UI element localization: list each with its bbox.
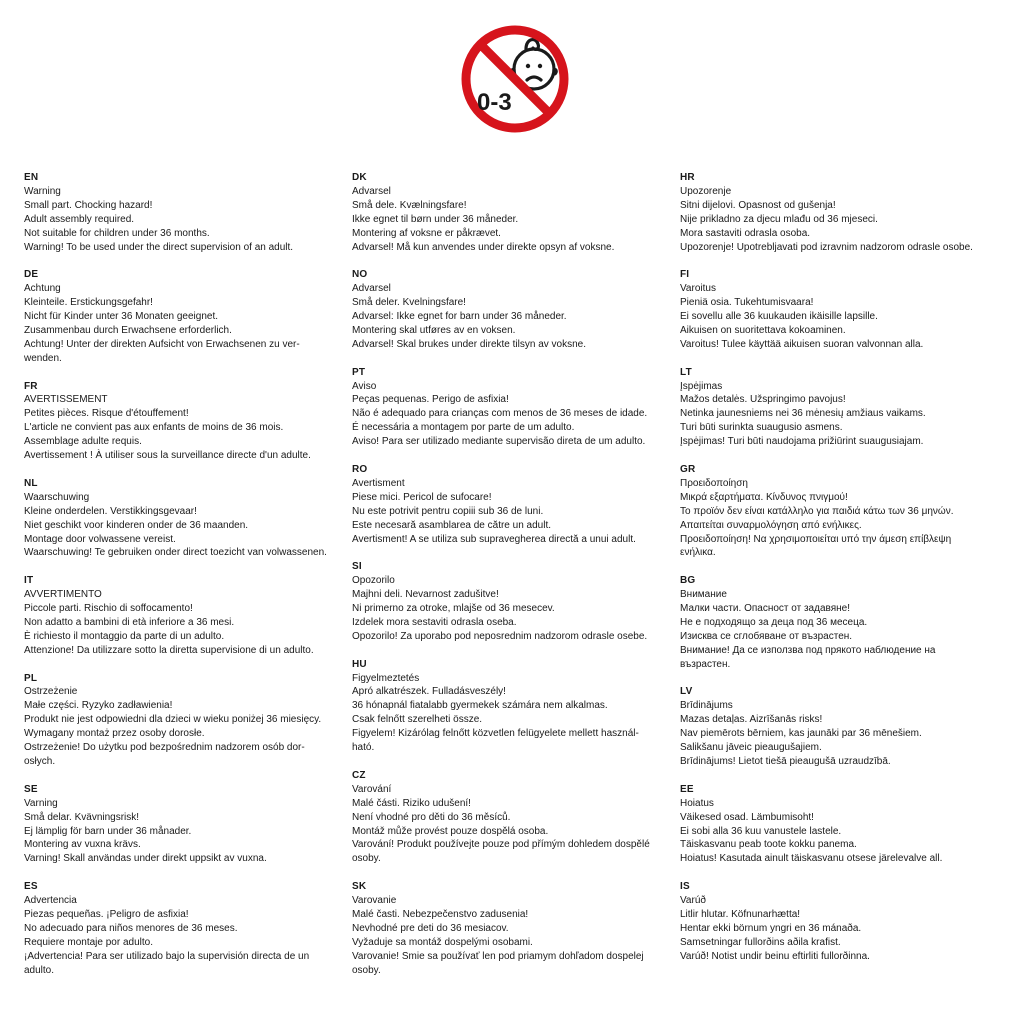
language-block-bg [680,574,1014,671]
warning-line: Hoiatus [680,797,714,809]
language-block-dk [352,171,680,254]
warning-line: Není vhodné pro děti do 36 měsíců. [352,811,511,823]
warning-line: Not suitable for children under 36 months. [24,227,210,239]
warning-line: ható. [352,742,375,754]
warning-line: Turi būti surinkta suaugusio asmens. [680,422,843,434]
warning-line: Nije prikladno za djecu mlađu od 36 mjeseci. [680,213,878,225]
warning-line: Väikesed osad. Lämbumisoht! [680,811,814,823]
warning-line: Aikuisen on suoritettava kokoaminen. [680,324,846,336]
language-code: PL [24,672,38,684]
warning-line: Piese mici. Pericol de sufocare! [352,491,492,503]
warning-line: Mora sastaviti odrasla osoba. [680,227,811,239]
language-block-cz [352,769,680,866]
warning-line: Advarsel [352,185,391,197]
warning-line: Varning! Skall användas under direkt uppsikt av vuxna. [24,853,267,865]
warning-line: No adecuado para niños menores de 36 meses. [24,922,238,934]
language-code: FR [24,380,38,392]
warning-line: Piccole parti. Rischio di soffocamento! [24,603,193,615]
warning-line: L'article ne convient pas aux enfants de moins de 36 mois. [24,422,284,434]
language-code: IS [680,881,690,893]
warning-column-2 [352,171,680,991]
warning-line: Requiere montaje por adulto. [24,936,153,948]
warning-line: 36 hónapnál fiatalabb gyermekek számára nem alkalmas. [352,700,608,712]
warning-line: ενήλικα. [680,547,716,559]
warning-line: Nu este potrivit pentru copiii sub 36 de luni. [352,505,544,517]
warning-line: Kleinteile. Erstickungsgefahr! [24,297,153,309]
age-range-text: 0-3 [477,89,512,116]
warning-line: wenden. [24,352,62,364]
warning-line: Aviso [352,380,377,392]
warning-line: Figyelem! Kizárólag felnőtt közvetlen felügyelete mellett használ- [352,728,639,740]
warning-line: Ei sovellu alle 36 kuukauden ikäisille lapsille. [680,311,878,323]
warning-line: Warning [24,185,61,197]
language-block-no [352,268,680,351]
warning-line: Små delar. Kvävningsrisk! [24,811,140,823]
warning-line: Advarsel [352,283,391,295]
warning-line: Montering af voksne er påkrævet. [352,227,501,239]
warning-line: Brīdinājums! Lietot tiešā pieaugušā uzraudzībā. [680,755,891,767]
language-code: PT [352,366,366,378]
warning-line: Wymagany montaż przez osoby dorosłe. [24,728,205,740]
warning-line: Nicht für Kinder unter 36 Monaten geeignet. [24,311,219,323]
warning-line: Varování [352,783,392,795]
language-code: GR [680,463,696,475]
language-code: DK [352,172,367,183]
language-block-en [24,171,346,254]
age-0-3-warning-icon [456,24,574,134]
warning-line: Avertisment [352,477,405,489]
warning-column-3 [680,171,1014,977]
language-code: NO [352,269,368,281]
language-code: FI [680,269,690,281]
warning-line: Įspėjimas! Turi būti naudojama prižiūrint suaugusiajam. [680,436,924,448]
language-code: LT [680,366,692,378]
warning-line: Este necesară asamblarea de către un adult. [352,519,552,531]
warning-line: Brīdinājums [680,700,733,712]
warning-line: Varovanie! Smie sa používať len pod priamym dohľadom dospelej [352,950,644,962]
warning-line: Advarsel! Skal brukes under direkte tilsyn av voksne. [352,338,586,350]
warning-line: Peças pequenas. Perigo de asfixia! [352,394,509,406]
language-block-es [24,880,346,977]
warning-line: Ostrzeżenie [24,686,78,698]
warning-line: Assemblage adulte requis. [24,436,142,448]
warning-line: Upozorenje [680,185,732,197]
language-code: LV [680,686,693,698]
warning-line: Petites pièces. Risque d'étouffement! [24,408,189,420]
warning-line: Avertissement ! À utiliser sous la surveillance directe d'un adulte. [24,450,311,462]
warning-line: Małe części. Ryzyko zadławienia! [24,700,173,712]
warning-line: Montage door volwassene vereist. [24,533,176,545]
warning-line: osoby. [352,964,381,976]
warning-line: Pieniä osia. Tukehtumisvaara! [680,297,814,309]
language-code: EN [24,172,39,183]
warning-line: adulto. [24,964,55,976]
language-block-hr [680,171,1014,254]
language-code: SE [24,783,38,795]
warning-line: ¡Advertencia! Para ser utilizado bajo la supervisión directa de un [24,950,310,962]
language-block-si [352,560,680,643]
warning-line: Малки части. Опасност от задавяне! [680,603,850,615]
warning-line: Små deler. Kvelningsfare! [352,297,466,309]
language-block-gr [680,463,1014,560]
warning-line: Nav piemērots bērniem, kas jaunāki par 36 mēnešiem. [680,728,922,740]
language-block-lv [680,685,1014,768]
language-block-se [24,783,346,866]
language-code: HR [680,172,695,183]
warning-line: Nevhodné pre deti do 36 mesiacov. [352,922,509,934]
language-code: DE [24,269,39,281]
warning-line: Opozorilo! Za uporabo pod neposrednim nadzorom odrasle osebe. [352,630,648,642]
language-code: IT [24,575,34,587]
warning-line: Montering av vuxna krävs. [24,839,141,851]
warning-line: Små dele. Kvælningsfare! [352,199,467,211]
language-code: HU [352,658,367,670]
warning-line: Attenzione! Da utilizzare sotto la diretta supervisione di un adulto. [24,644,314,656]
language-block-de [24,268,346,365]
language-block-is [680,880,1014,963]
warning-line: Warning! To be used under the direct supervision of an adult. [24,241,294,253]
language-code: SI [352,561,362,573]
warning-line: Ej lämplig för barn under 36 månader. [24,825,192,837]
language-block-sk [352,880,680,977]
warning-line: È richiesto il montaggio da parte di un adulto. [24,630,225,642]
warning-line: Ikke egnet til børn under 36 måneder. [352,213,519,225]
warning-line: Изисква се сглобяване от възрастен. [680,630,853,642]
warning-line: Upozorenje! Upotrebljavati pod izravnim nadzorom odrasle osobe. [680,241,973,253]
warning-line: Mazas detaļas. Aizrīšanās risks! [680,714,823,726]
warning-line: Varoitus [680,283,716,295]
warning-line: Figyelmeztetés [352,672,420,684]
warning-line: AVVERTIMENTO [24,589,102,601]
warning-line: Täiskasvanu peab toote kokku panema. [680,839,857,851]
warning-line: Malé časti. Nebezpečenstvo zadusenia! [352,908,529,920]
warning-line: Внимание [680,589,727,601]
warning-line: Προειδοποίηση! Να χρησιμοποιείται υπό την άμεση επίβλεψη [680,533,952,545]
warning-line: Advertencia [24,895,77,907]
warning-line: Produkt nie jest odpowiedni dla dzieci w wieku poniżej 36 miesięcy. [24,714,322,726]
warning-line: Προειδοποίηση [680,477,748,489]
warning-line: Απαιτείται συναρμολόγηση από ενήλικες. [680,519,862,531]
warning-line: Kleine onderdelen. Verstikkingsgevaar! [24,505,197,517]
warning-line: Litlir hlutar. Köfnunarhætta! [680,908,801,920]
language-block-pt [352,366,680,449]
warning-line: osłych. [24,755,56,767]
language-block-it [24,574,346,657]
warning-line: Majhni deli. Nevarnost zadušitve! [352,589,499,601]
warning-line: Hentar ekki börnum yngri en 36 mánaða. [680,922,862,934]
warning-line: Внимание! Да се използва под прякото наблюдение на [680,644,936,656]
language-code: NL [24,477,38,489]
warning-line: Varovanie [352,895,397,907]
warning-line: Varúð! Notist undir beinu eftirliti fullorðinna. [680,950,870,962]
warning-line: Zusammenbau durch Erwachsene erforderlich. [24,324,232,336]
warning-line: Samsetningar fullorðins aðila krafist. [680,936,841,948]
warning-line: Waarschuwing [24,491,90,503]
warning-line: Varování! Produkt používejte pouze pod přímým dohledem dospělé [352,839,650,851]
warning-line: Small part. Chocking hazard! [24,199,153,211]
warning-line: Apró alkatrészek. Fulladásveszély! [352,686,506,698]
warning-line: Ei sobi alla 36 kuu vanustele lastele. [680,825,842,837]
language-block-fi [680,268,1014,351]
warning-line: Non adatto a bambini di età inferiore a 36 mesi. [24,616,235,628]
warning-line: Piezas pequeñas. ¡Peligro de asfixia! [24,908,189,920]
warning-line: Sitni dijelovi. Opasnost od gušenja! [680,199,836,211]
warning-line: Niet geschikt voor kinderen onder de 36 maanden. [24,519,249,531]
warning-line: Ni primerno za otroke, mlajše od 36 mesecev. [352,603,555,615]
language-code: SK [352,881,367,893]
warning-line: Varning [24,797,58,809]
warning-line: Avertisment! A se utiliza sub supravegherea directă a unui adult. [352,533,636,545]
warning-line: Montáž může provést pouze dospělá osoba. [352,825,549,837]
warning-line: Το προϊόν δεν είναι κατάλληλο για παιδιά κάτω των 36 μηνών. [680,505,954,517]
language-code: BG [680,575,696,587]
warning-column-1 [24,171,346,991]
warning-line: Não é adequado para crianças com menos de 36 meses de idade. [352,408,648,420]
warning-line: Adult assembly required. [24,213,135,225]
language-block-ee [680,783,1014,866]
warning-line: Mažos detalės. Užspringimo pavojus! [680,394,846,406]
warning-line: Vyžaduje sa montáž dospelými osobami. [352,936,533,948]
warning-line: Hoiatus! Kasutada ainult täiskasvanu otsese järelevalve all. [680,853,943,865]
warning-line: Salikšanu jāveic pieaugušajiem. [680,742,822,754]
warning-line: Malé části. Riziko udušení! [352,797,471,809]
language-block-nl [24,477,346,560]
warning-line: Waarschuwing! Te gebruiken onder direct toezicht van volwassenen. [24,547,327,559]
warning-line: Montering skal utføres av en voksen. [352,324,516,336]
warning-line: Izdelek mora sestaviti odrasla oseba. [352,616,517,628]
language-code: CZ [352,769,366,781]
warning-line: AVERTISSEMENT [24,394,108,406]
warning-line: É necessária a montagem por parte de um adulto. [352,422,575,434]
warning-line: Achtung! Unter der direkten Aufsicht von Erwachsenen zu ver- [24,338,300,350]
warning-line: Advarsel: Ikke egnet for barn under 36 måneder. [352,311,567,323]
language-code: RO [352,463,368,475]
language-block-lt [680,366,1014,449]
warning-line: Opozorilo [352,575,395,587]
warning-line: osoby. [352,853,381,865]
warning-line: възрастен. [680,658,731,670]
warning-line: Не е подходящо за деца под 36 месеца. [680,616,868,628]
warning-columns [24,171,1014,1011]
language-code: ES [24,881,38,893]
warning-line: Advarsel! Må kun anvendes under direkte opsyn af voksne. [352,241,615,253]
language-block-pl [24,672,346,769]
warning-line: Μικρά εξαρτήματα. Κίνδυνος πνιγμού! [680,491,848,503]
warning-line: Varoitus! Tulee käyttää aikuisen suoran valvonnan alla. [680,338,924,350]
warning-line: Achtung [24,283,61,295]
warning-line: Įspėjimas [680,380,723,392]
language-block-fr [24,380,346,463]
language-block-ro [352,463,680,546]
language-code: EE [680,783,694,795]
warning-line: Csak felnőtt szerelheti össze. [352,714,483,726]
warning-line: Varúð [680,895,706,907]
warning-line: Netinka jaunesniems nei 36 mėnesių amžiaus vaikams. [680,408,926,420]
warning-line: Aviso! Para ser utilizado mediante supervisão direta de um adulto. [352,436,646,448]
language-block-hu [352,658,680,755]
warning-line: Ostrzeżenie! Do użytku pod bezpośrednim nadzorem osób dor- [24,742,305,754]
